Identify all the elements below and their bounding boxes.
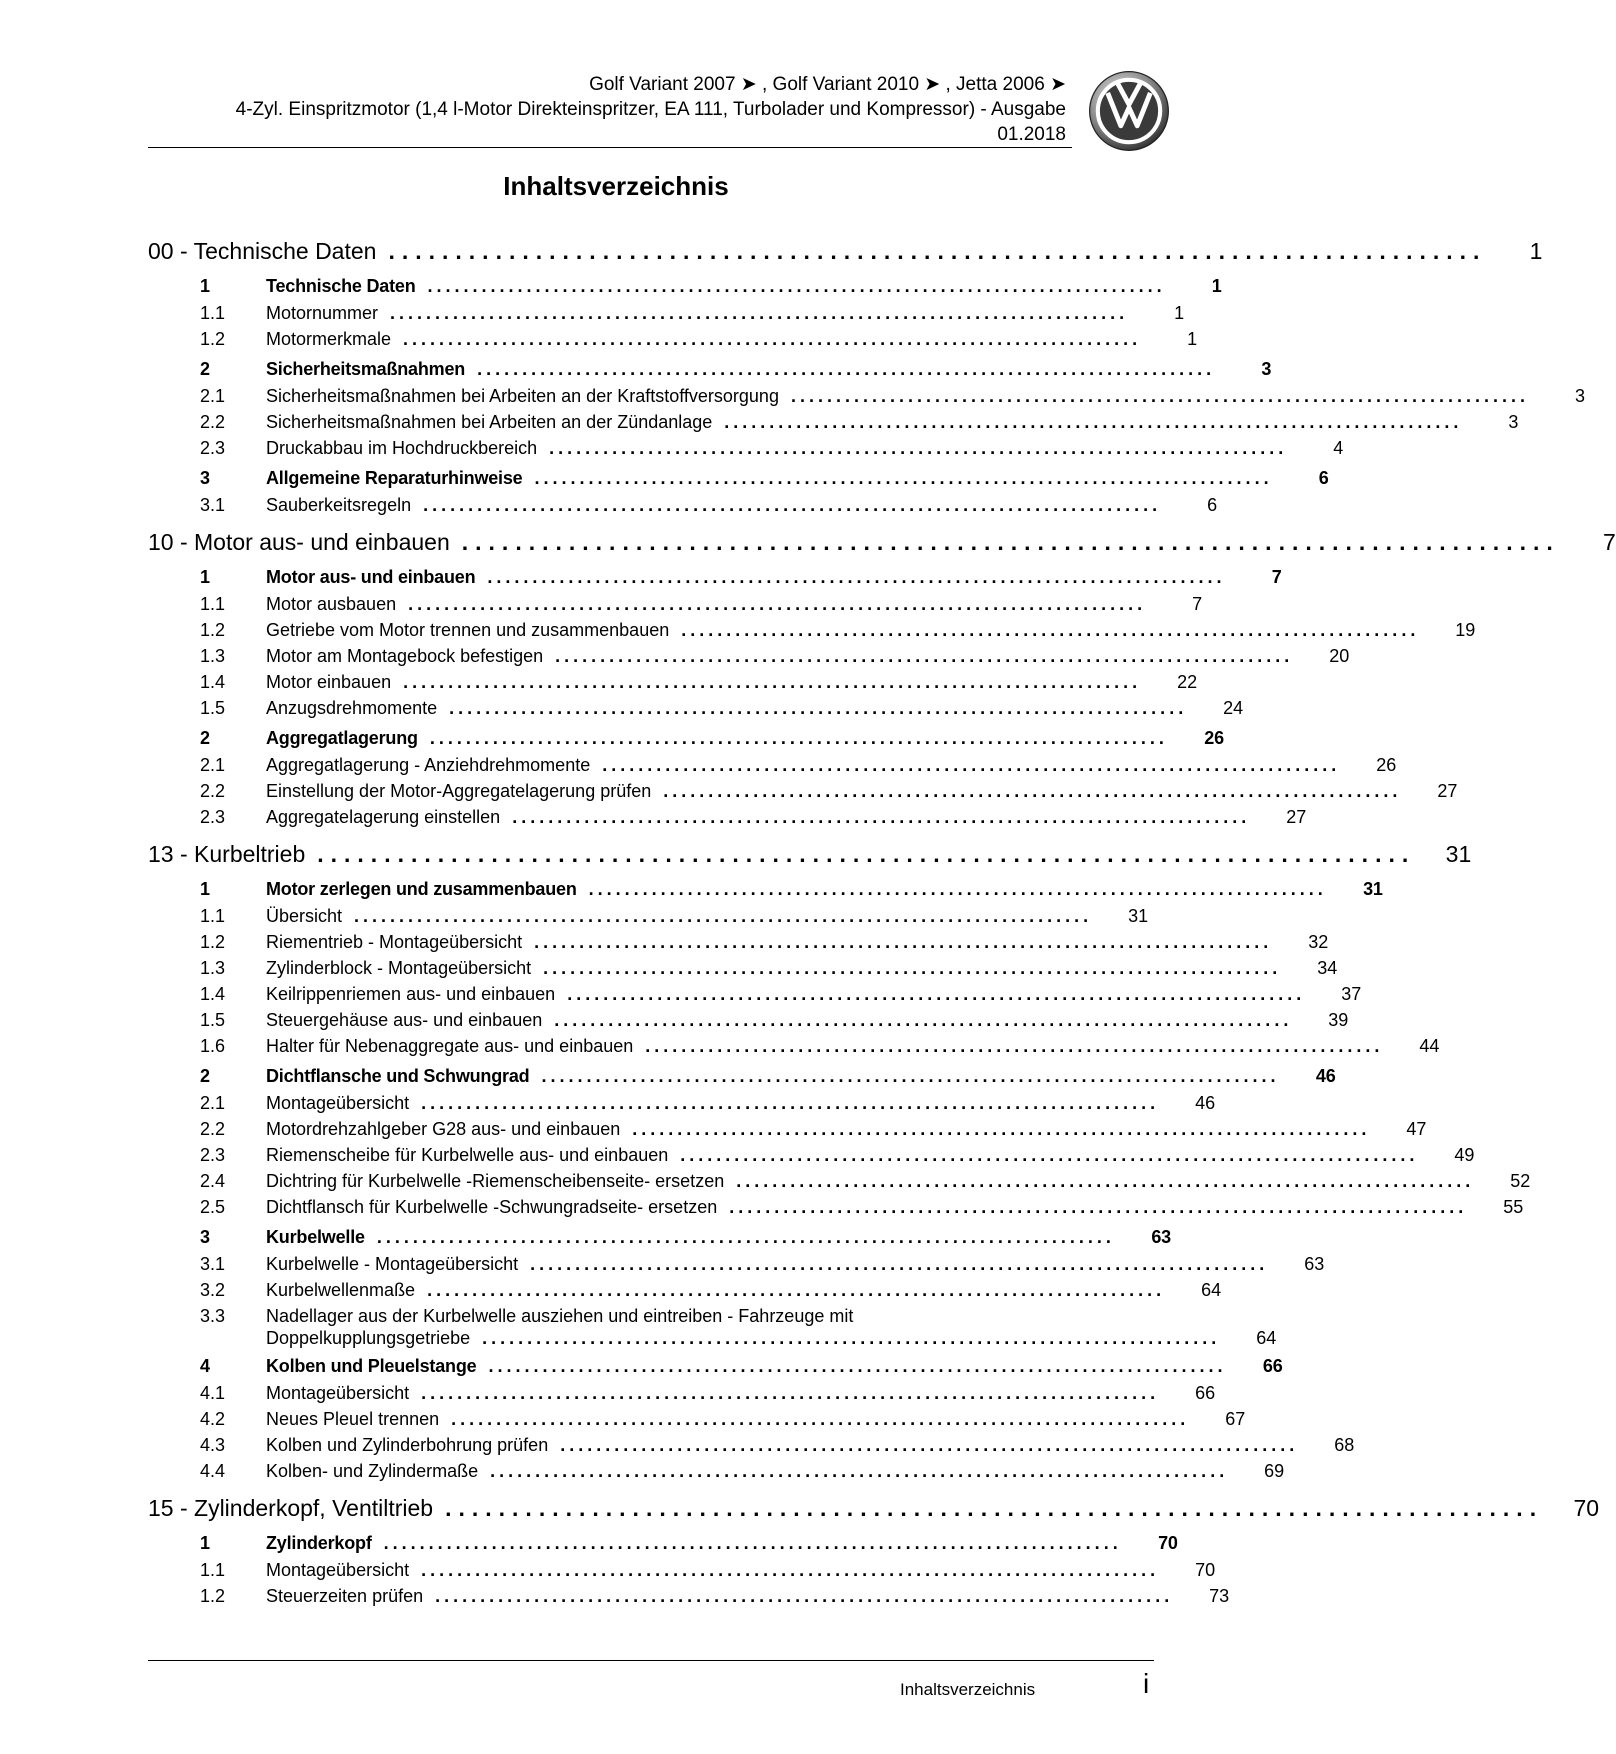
section-title: Zylinderkopf <box>266 1533 372 1553</box>
entry-title-continued: Doppelkupplungsgetriebe <box>266 1328 471 1348</box>
section-number: 1 <box>200 276 210 296</box>
toc-entry[interactable] <box>148 1306 1277 1352</box>
document-header <box>140 72 1066 147</box>
section-number: 1 <box>200 879 210 899</box>
entry-number: 3.1 <box>200 495 226 515</box>
chapter-page: 31 <box>1445 841 1472 867</box>
dot-leader: .................................................................................. <box>543 958 1282 978</box>
entry-number: 2.2 <box>200 781 226 801</box>
entry-page: 27 <box>1437 781 1458 801</box>
entry-page: 26 <box>1376 755 1397 775</box>
entry-title: Dichtring für Kurbelwelle -Riemenscheibenseite- ersetzen <box>266 1171 725 1191</box>
entry-number: 1.1 <box>200 594 226 614</box>
entry-page: 3 <box>1508 412 1519 432</box>
section-title: Sicherheitsmaßnahmen <box>266 359 466 379</box>
dot-leader: .................................................................................. <box>534 468 1273 488</box>
entry-title: Sauberkeitsregeln <box>266 495 412 515</box>
entry-title: Kurbelwellenmaße <box>266 1280 416 1300</box>
entry-number: 1.2 <box>200 1586 226 1606</box>
dot-leader: .................................................................................. <box>429 728 1168 748</box>
toc-entry[interactable] <box>148 620 1476 646</box>
toc-entry[interactable] <box>148 1409 1246 1435</box>
entry-title: Riementrieb - Montageübersicht <box>266 932 523 952</box>
toc-section[interactable] <box>148 567 1282 594</box>
entry-page: 24 <box>1223 698 1244 718</box>
dot-leader: .................................................................................. <box>435 1586 1174 1606</box>
toc-entry[interactable] <box>148 1560 1216 1586</box>
entry-title: Motor ausbauen <box>266 594 397 614</box>
entry-page: 44 <box>1419 1036 1440 1056</box>
entry-number: 1.4 <box>200 672 226 692</box>
dot-leader: .................................................................................. <box>449 698 1188 718</box>
dot-leader: .................................................................................. <box>681 620 1420 640</box>
toc-entry[interactable] <box>148 1171 1531 1197</box>
toc-entry[interactable] <box>148 412 1519 438</box>
dot-leader: .................................................................................. <box>530 1254 1269 1274</box>
footer-page-number: i <box>1143 1668 1150 1699</box>
dot-leader: .................................................................................. <box>421 1093 1160 1113</box>
entry-number: 2.1 <box>200 755 226 775</box>
entry-title: Kurbelwelle - Montageübersicht <box>266 1254 519 1274</box>
chapter-page: 70 <box>1573 1495 1600 1521</box>
section-page: 26 <box>1204 728 1224 748</box>
toc-entry[interactable] <box>148 781 1458 807</box>
toc-section[interactable] <box>148 879 1383 906</box>
entry-title: Anzugsdrehmomente <box>266 698 438 718</box>
entry-title-continued-line <box>266 1328 1276 1352</box>
dot-leader: .................................................................................. <box>645 1036 1384 1056</box>
toc-entry[interactable] <box>148 594 1203 620</box>
entry-number: 1.4 <box>200 984 226 1004</box>
dot-leader: .................................................................................. <box>560 1435 1299 1455</box>
entry-number: 1.1 <box>200 1560 226 1580</box>
toc-entry[interactable] <box>148 807 1307 833</box>
dot-leader: .................................................................................. <box>451 1409 1190 1429</box>
dot-leader: .................................................................................. <box>403 672 1142 692</box>
entry-title: Riemenscheibe für Kurbelwelle aus- und einbauen <box>266 1145 669 1165</box>
entry-number: 4.4 <box>200 1461 226 1481</box>
section-title: Motor aus- und einbauen <box>266 567 476 587</box>
dot-leader: .................................................................................. <box>403 329 1142 349</box>
entry-number: 1.1 <box>200 303 226 323</box>
dot-leader: .................................................................................. <box>724 412 1463 432</box>
entry-page: 63 <box>1304 1254 1325 1274</box>
entry-title: Übersicht <box>266 906 343 926</box>
dot-leader: .................................................................................. <box>490 1461 1229 1481</box>
entry-number: 3.1 <box>200 1254 226 1274</box>
header-engine: 4-Zyl. Einspritzmotor (1,4 l-Motor Direkteinspritzer, EA 111, Turbolader und Kompressor) - Ausgabe <box>235 99 1066 120</box>
entry-title: Nadellager aus der Kurbelwelle ausziehen und eintreiben - Fahrzeuge mit <box>266 1306 854 1326</box>
dot-leader: .................................................................................. <box>317 841 1416 867</box>
toc-section[interactable] <box>148 276 1222 303</box>
dot-leader: .................................................................................. <box>487 567 1226 587</box>
footer-label: Inhaltsverzeichnis <box>900 1680 1036 1699</box>
dot-leader: .................................................................................. <box>383 1533 1122 1553</box>
toc-entry[interactable] <box>148 495 1218 521</box>
entry-title: Kolben und Zylinderbohrung prüfen <box>266 1435 549 1455</box>
toc-entry[interactable] <box>148 303 1185 329</box>
dot-leader: .................................................................................. <box>534 932 1273 952</box>
dot-leader: .................................................................................. <box>588 879 1327 899</box>
chapter-title: 00 - Technische Daten <box>148 238 377 264</box>
entry-title: Dichtflansch für Kurbelwelle -Schwungradseite- ersetzen <box>266 1197 718 1217</box>
chapter-title: 13 - Kurbeltrieb <box>148 841 306 867</box>
entry-page: 37 <box>1341 984 1362 1004</box>
entry-page: 1 <box>1174 303 1185 323</box>
entry-page: 70 <box>1195 1560 1216 1580</box>
entry-title: Aggregatelagerung einstellen <box>266 807 501 827</box>
toc-entry[interactable] <box>148 1435 1355 1461</box>
entry-title: Sicherheitsmaßnahmen bei Arbeiten an der Kraftstoffversorgung <box>266 386 779 406</box>
toc-section[interactable] <box>148 1533 1178 1560</box>
toc-entry[interactable] <box>148 1280 1222 1306</box>
entry-title: Steuergehäuse aus- und einbauen <box>266 1010 543 1030</box>
entry-page: 64 <box>1201 1280 1222 1300</box>
entry-title: Motor einbauen <box>266 672 392 692</box>
header-divider <box>148 147 1072 148</box>
dot-leader: .................................................................................. <box>376 1227 1115 1247</box>
toc-entry[interactable] <box>148 984 1362 1010</box>
entry-page: 64 <box>1256 1328 1277 1348</box>
dot-leader: .................................................................................. <box>477 359 1216 379</box>
toc-entry[interactable] <box>148 1036 1440 1062</box>
dot-leader: .................................................................................. <box>602 755 1341 775</box>
dot-leader: .................................................................................. <box>555 646 1294 666</box>
entry-page: 27 <box>1286 807 1307 827</box>
entry-number: 2.2 <box>200 412 226 432</box>
entry-page: 73 <box>1209 1586 1230 1606</box>
entry-title: Sicherheitsmaßnahmen bei Arbeiten an der Zündanlage <box>266 412 713 432</box>
toc-entry[interactable] <box>148 438 1344 464</box>
toc-entry[interactable] <box>148 1119 1427 1145</box>
dot-leader: .................................................................................. <box>488 1356 1227 1376</box>
dot-leader: .................................................................................. <box>461 529 1560 555</box>
entry-number: 1.1 <box>200 906 226 926</box>
dot-leader: .................................................................................. <box>567 984 1306 1004</box>
section-page: 63 <box>1151 1227 1171 1247</box>
section-number: 1 <box>200 1533 210 1553</box>
entry-number: 1.5 <box>200 1010 226 1030</box>
section-page: 6 <box>1318 468 1329 488</box>
entry-title: Montageübersicht <box>266 1383 410 1403</box>
entry-title: Getriebe vom Motor trennen und zusammenbauen <box>266 620 670 640</box>
entry-title: Keilrippenriemen aus- und einbauen <box>266 984 556 1004</box>
section-title: Aggregatlagerung <box>266 728 418 748</box>
vw-logo-icon <box>1088 70 1170 152</box>
dot-leader: .................................................................................. <box>421 1383 1160 1403</box>
section-number: 4 <box>200 1356 210 1376</box>
toc-entry[interactable] <box>148 329 1198 355</box>
chapter-page: 7 <box>1602 529 1616 555</box>
toc-chapter[interactable] <box>148 1495 1600 1529</box>
entry-number: 4.1 <box>200 1383 226 1403</box>
section-page: 70 <box>1158 1533 1178 1553</box>
toc-entry[interactable] <box>148 386 1586 412</box>
toc-section[interactable] <box>148 1066 1336 1093</box>
toc-entry[interactable] <box>148 755 1397 781</box>
toc-entry[interactable] <box>148 1461 1285 1487</box>
entry-page: 49 <box>1454 1145 1475 1165</box>
entry-page: 52 <box>1510 1171 1531 1191</box>
section-page: 7 <box>1271 567 1282 587</box>
section-page: 66 <box>1262 1356 1283 1376</box>
section-title: Kurbelwelle <box>266 1227 365 1247</box>
entry-number: 2.3 <box>200 807 226 827</box>
dot-leader: .................................................................................. <box>427 1280 1166 1300</box>
entry-number: 4.3 <box>200 1435 226 1455</box>
toc-entry[interactable] <box>148 958 1338 984</box>
dot-leader: .................................................................................. <box>354 906 1093 926</box>
entry-page: 34 <box>1317 958 1338 978</box>
toc-entry[interactable] <box>148 906 1149 932</box>
toc-section[interactable] <box>148 728 1224 755</box>
section-title: Allgemeine Reparaturhinweise <box>266 468 523 488</box>
entry-title: Aggregatlagerung - Anziehdrehmomente <box>266 755 591 775</box>
dot-leader: .................................................................................. <box>554 1010 1293 1030</box>
chapter-page: 1 <box>1529 238 1543 264</box>
toc-entry[interactable] <box>148 1093 1216 1119</box>
toc-entry[interactable] <box>148 1254 1325 1280</box>
toc-section[interactable] <box>148 1356 1283 1383</box>
toc-chapter[interactable] <box>148 529 1616 563</box>
entry-title: Steuerzeiten prüfen <box>266 1586 424 1606</box>
entry-page: 3 <box>1575 386 1586 406</box>
entry-title: Motornummer <box>266 303 379 323</box>
entry-page: 4 <box>1333 438 1344 458</box>
entry-number: 1.6 <box>200 1036 226 1056</box>
section-number: 3 <box>200 468 210 488</box>
entry-title: Motormerkmale <box>266 329 392 349</box>
entry-number: 1.2 <box>200 620 226 640</box>
toc-section[interactable] <box>148 468 1329 495</box>
entry-page: 46 <box>1195 1093 1216 1113</box>
entry-page: 22 <box>1177 672 1198 692</box>
entry-title: Kolben- und Zylindermaße <box>266 1461 479 1481</box>
section-page: 46 <box>1315 1066 1336 1086</box>
header-edition: 01.2018 <box>997 124 1066 145</box>
entry-number: 2.2 <box>200 1119 226 1139</box>
toc-entry[interactable] <box>148 1586 1230 1612</box>
entry-page: 19 <box>1455 620 1476 640</box>
entry-number: 2.5 <box>200 1197 226 1217</box>
entry-page: 1 <box>1187 329 1198 349</box>
dot-leader: .................................................................................. <box>549 438 1288 458</box>
dot-leader: .................................................................................. <box>421 1560 1160 1580</box>
entry-title: Einstellung der Motor-Aggregatelagerung prüfen <box>266 781 652 801</box>
toc-entry[interactable] <box>148 672 1198 698</box>
dot-leader: .................................................................................. <box>482 1328 1221 1348</box>
toc-entry[interactable] <box>148 1010 1349 1036</box>
entry-number: 2.1 <box>200 1093 226 1113</box>
entry-number: 2.1 <box>200 386 226 406</box>
toc-entry[interactable] <box>148 698 1244 724</box>
section-page: 3 <box>1261 359 1272 379</box>
entry-number: 3.3 <box>200 1306 226 1326</box>
dot-leader: .................................................................................. <box>736 1171 1475 1191</box>
entry-page: 55 <box>1503 1197 1524 1217</box>
section-title: Dichtflansche und Schwungrad <box>266 1066 530 1086</box>
section-title: Technische Daten <box>266 276 416 296</box>
entry-page: 32 <box>1308 932 1329 952</box>
entry-title: Neues Pleuel trennen <box>266 1409 440 1429</box>
section-number: 1 <box>200 567 210 587</box>
toc-entry[interactable] <box>148 646 1350 672</box>
entry-page: 6 <box>1207 495 1218 515</box>
entry-number: 1.3 <box>200 646 226 666</box>
entry-number: 1.2 <box>200 329 226 349</box>
dot-leader: .................................................................................. <box>541 1066 1280 1086</box>
entry-page: 47 <box>1406 1119 1427 1139</box>
entry-title: Zylinderblock - Montageübersicht <box>266 958 532 978</box>
entry-title: Montageübersicht <box>266 1560 410 1580</box>
dot-leader: .................................................................................. <box>663 781 1402 801</box>
dot-leader: .................................................................................. <box>512 807 1251 827</box>
header-models: Golf Variant 2007 ➤ , Golf Variant 2010 ➤ , Jetta 2006 ➤ <box>589 74 1066 95</box>
entry-title: Halter für Nebenaggregate aus- und einbauen <box>266 1036 634 1056</box>
entry-number: 1.5 <box>200 698 226 718</box>
entry-page: 68 <box>1334 1435 1355 1455</box>
entry-number: 2.4 <box>200 1171 226 1191</box>
toc-entry[interactable] <box>148 1145 1475 1171</box>
dot-leader: .................................................................................. <box>445 1495 1544 1521</box>
entry-page: 67 <box>1225 1409 1246 1429</box>
dot-leader: .................................................................................. <box>423 495 1162 515</box>
dot-leader: .................................................................................. <box>408 594 1147 614</box>
entry-page: 66 <box>1195 1383 1216 1403</box>
dot-leader: .................................................................................. <box>632 1119 1371 1139</box>
section-number: 3 <box>200 1227 210 1247</box>
chapter-title: 15 - Zylinderkopf, Ventiltrieb <box>148 1495 434 1521</box>
dot-leader: .................................................................................. <box>388 238 1487 264</box>
chapter-title: 10 - Motor aus- und einbauen <box>148 529 450 555</box>
toc-entry[interactable] <box>148 932 1329 958</box>
toc-section[interactable] <box>148 1227 1171 1254</box>
dot-leader: .................................................................................. <box>729 1197 1468 1217</box>
section-title: Motor zerlegen und zusammenbauen <box>266 879 577 899</box>
entry-page: 31 <box>1128 906 1149 926</box>
entry-number: 3.2 <box>200 1280 226 1300</box>
entry-page: 69 <box>1264 1461 1285 1481</box>
entry-number: 1.3 <box>200 958 226 978</box>
toc-entry[interactable] <box>148 1383 1216 1409</box>
entry-number: 2.3 <box>200 1145 226 1165</box>
toc-chapter[interactable] <box>148 841 1472 875</box>
dot-leader: .................................................................................. <box>427 276 1166 296</box>
section-page: 1 <box>1211 276 1222 296</box>
section-page: 31 <box>1363 879 1383 899</box>
entry-page: 39 <box>1328 1010 1349 1030</box>
toc-section[interactable] <box>148 359 1272 386</box>
toc-chapter[interactable] <box>148 238 1543 272</box>
entry-title: Motor am Montagebock befestigen <box>266 646 544 666</box>
table-of-contents <box>148 238 1616 1612</box>
page-title: Inhaltsverzeichnis <box>503 171 729 201</box>
entry-title: Montageübersicht <box>266 1093 410 1113</box>
section-number: 2 <box>200 1066 210 1086</box>
entry-title: Motordrehzahlgeber G28 aus- und einbauen <box>266 1119 621 1139</box>
entry-number: 2.3 <box>200 438 226 458</box>
section-number: 2 <box>200 359 210 379</box>
entry-page: 20 <box>1329 646 1350 666</box>
entry-title: Druckabbau im Hochdruckbereich <box>266 438 538 458</box>
entry-number: 1.2 <box>200 932 226 952</box>
dot-leader: .................................................................................. <box>680 1145 1419 1165</box>
section-number: 2 <box>200 728 210 748</box>
entry-number: 4.2 <box>200 1409 226 1429</box>
section-title: Kolben und Pleuelstange <box>266 1356 477 1376</box>
entry-page: 7 <box>1192 594 1203 614</box>
dot-leader: .................................................................................. <box>790 386 1530 406</box>
entry-body <box>266 1306 1276 1352</box>
toc-entry[interactable] <box>148 1197 1524 1223</box>
dot-leader: .................................................................................. <box>390 303 1129 323</box>
footer-divider <box>148 1660 1154 1661</box>
